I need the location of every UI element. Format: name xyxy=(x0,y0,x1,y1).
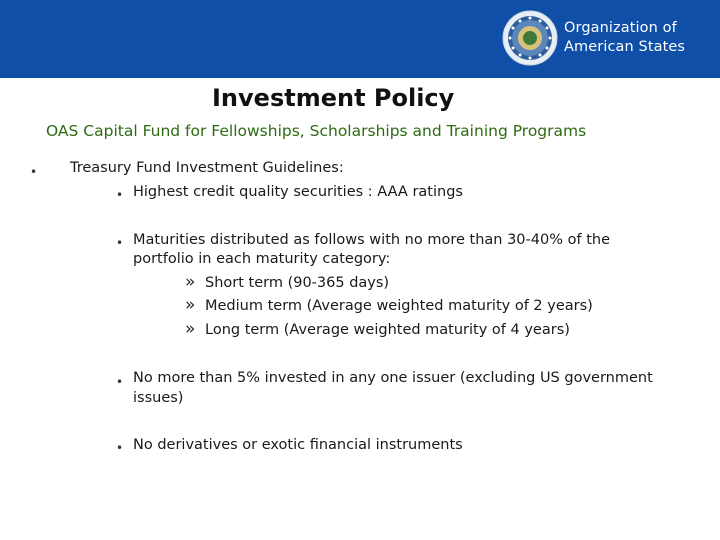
org-name-line2: American States xyxy=(564,39,686,55)
bullet-icon: • xyxy=(30,165,38,179)
list-item: No derivatives or exotic financial instruments xyxy=(133,437,463,453)
sub-bullet-icon: » xyxy=(185,295,196,315)
bullet-icon: • xyxy=(116,441,124,455)
sub-bullet-icon: » xyxy=(185,319,196,339)
list-item-continued: portfolio in each maturity category: xyxy=(133,251,391,267)
bullet-icon: • xyxy=(116,188,124,202)
bullet-icon: • xyxy=(116,236,124,250)
slide-title: Investment Policy xyxy=(212,84,455,112)
list-item: Highest credit quality securities : AAA ratings xyxy=(133,184,463,200)
list-item: Maturities distributed as follows with no more than 30-40% of the xyxy=(133,232,610,248)
bullet-icon: • xyxy=(116,375,124,389)
list-item-continued: issues) xyxy=(133,390,184,406)
list-item: No more than 5% invested in any one issuer (excluding US government xyxy=(133,370,653,386)
org-name xyxy=(564,19,685,57)
oas-seal-icon xyxy=(502,10,558,66)
sub-list-item: Short term (90-365 days) xyxy=(205,275,390,291)
slide-subtitle: OAS Capital Fund for Fellowships, Scholarships and Training Programs xyxy=(46,122,587,140)
oas-logo xyxy=(502,10,685,66)
sub-list-item: Medium term (Average weighted maturity of 2 years) xyxy=(205,298,593,314)
level1-heading: Treasury Fund Investment Guidelines: xyxy=(70,160,344,176)
org-name-line1: Organization of xyxy=(564,20,677,36)
sub-list-item: Long term (Average weighted maturity of 4 years) xyxy=(205,322,570,338)
sub-bullet-icon: » xyxy=(185,272,196,292)
